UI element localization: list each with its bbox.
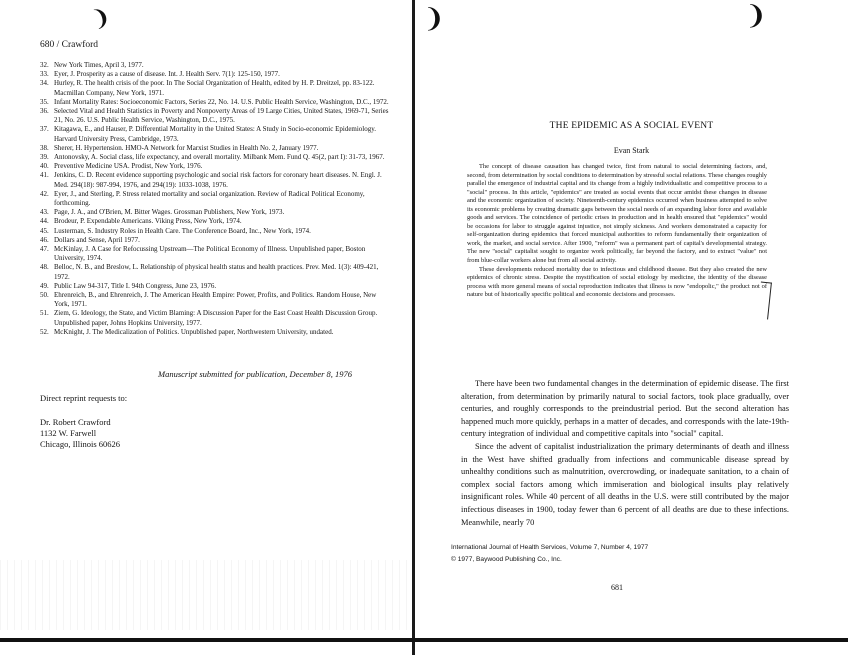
journal-line: International Journal of Health Services, Volume 7, Number 4, 1977 <box>451 544 649 551</box>
reprint-address <box>40 417 120 450</box>
reference-item <box>40 153 392 162</box>
reference-text: Ziem, G. Ideology, the State, and Victim Blaming: A Discussion Paper for the East Coast Health Discussion Group. Unpublished paper, Johns Hopkins University, 1977. <box>54 309 378 327</box>
reference-text: Dollars and Sense, April 1977. <box>54 235 140 244</box>
reference-item <box>40 263 392 281</box>
page-number: 681 <box>611 583 623 592</box>
copyright-line: © 1977, Baywood Publishing Co., Inc. <box>451 556 562 563</box>
reference-number: 36. <box>40 107 49 116</box>
reference-text: Sherer, H. Hypertension. HMO-A Network for Marxist Studies in Health No. 2, January 1977. <box>54 143 319 152</box>
reference-number: 45. <box>40 226 49 235</box>
reference-text: Public Law 94-317, Title I. 94th Congress, June 23, 1976. <box>54 281 217 290</box>
scan-noise <box>0 560 410 630</box>
reference-number: 37. <box>40 125 49 134</box>
reference-text: Kitagawa, E., and Hauser, P. Differential Mortality in the United States: A Study in Socio-economic Epidemiology. Harvard University Press, Cambridge, 1973. <box>54 125 377 143</box>
binder-hole-mark-left: ❩ <box>423 4 445 34</box>
reference-text: Eyer, J., and Sterling, P. Stress related mortality and social organization. Review of Radical Political Economy, forthcoming. <box>54 189 365 208</box>
reference-item <box>40 227 392 236</box>
reference-item <box>40 291 392 309</box>
reference-text: Lusterman, S. Industry Roles in Health Care. The Conference Board, Inc., New York, 1974. <box>54 226 311 235</box>
reference-number: 41. <box>40 171 49 180</box>
article-title: THE EPIDEMIC AS A SOCIAL EVENT <box>549 121 714 131</box>
reference-number: 50. <box>40 291 49 300</box>
reference-list <box>40 61 392 337</box>
binder-hole-mark: ❩ <box>89 4 114 33</box>
reference-number: 49. <box>40 281 49 290</box>
reference-text: Hurley, R. The health crisis of the poor. In The Social Organization of Health, edited by H. P. Dreitzel, pp. 83-122. Macmillan Company, New York, 1971. <box>54 79 375 97</box>
abstract-paragraph: The concept of disease causation has changed twice, first from natural to social determining factors, and, second, from determination by social conditions to determination by stressful social relations. These changes roughly parallel the emergence of industrial capital and its change from a highly individualistic and competitive process to a "social" process. In this article, "epidemics" are treated as social events that occur amidst these changes in disease and the economic organization of society. Nineteenth-century epidemics occurred when business attempted to solve its economic problems by creating dramatic gaps between the social needs of an expanding labor force and available goods and services. The coincidence of periodic crises in production and in health ensured that "epidemics" would be occasions for labor to struggle against injustice, not simply sickness. And workers demonstrated a capacity for self-organization during epidemics that forced municipal authorities to reform fundamentally their organization of work, the market, and social service. After 1900, "reform" was a permanent part of capital's developmental strategy. The new "social" capitalist sought to organize work politically, far beyond the factory, and to extract "value" not from blue-collar workers alone but from all social activity. <box>467 163 767 265</box>
reference-item <box>40 61 392 70</box>
reference-text: Jenkins, C. D. Recent evidence supporting psychologic and social risk factors for coronary heart diseases. N. Engl. J. Med. 294(18): 987-994, 1976, and 294(19): 1033-1038, 1976. <box>54 171 382 189</box>
body-paragraph: There have been two fundamental changes in the determination of epidemic disease. The first alteration, from determination by primarily natural to social factors, took place gradually, over centuries, and roughly corresponds to the preindustrial period. But the second alteration has happened much more quickly, perhaps in a matter of decades, and corresponds with the late-19th-century integration of individual and competitive capitals into "social" capital. <box>461 379 789 439</box>
reference-item <box>40 98 392 107</box>
reference-text: Ehrenreich, B., and Ehrenreich, J. The American Health Empire: Power, Profits, and Politics. Random House, New York, 1971. <box>54 291 377 309</box>
reference-text: Brodeur, P. Expendable Americans. Viking Press, New York, 1974. <box>54 217 242 226</box>
reference-item <box>40 79 392 97</box>
reference-text: McKnight, J. The Medicalization of Politics. Unpublished paper, Northwestern University, undated. <box>54 327 334 336</box>
reference-number: 44. <box>40 217 49 226</box>
reference-number: 52. <box>40 327 49 336</box>
reference-item <box>40 144 392 153</box>
reference-number: 38. <box>40 143 49 152</box>
reference-text: Eyer, J. Prosperity as a cause of disease. Int. J. Health Serv. 7(1): 125-150, 1977. <box>54 70 280 79</box>
reference-number: 46. <box>40 235 49 244</box>
abstract-paragraph: These developments reduced mortality due to infectious and childhood disease. But they also created the new epidemics of chronic stress. Despite the mystification of social etiology by medicine, the identity of the disease process with more general means of social reproduction indicates that illness is now "endopolic," the product not of nature but of historically specific political and economic decisions and processes. <box>467 265 767 299</box>
reference-number: 32. <box>40 61 49 69</box>
reference-text: Belloc, N. B., and Breslow, L. Relationship of physical health status and health practices. Prev. Med. 1(3): 409-421, 1972. <box>54 263 379 281</box>
address-street: 1132 W. Farwell <box>40 428 97 438</box>
reference-number: 48. <box>40 263 49 272</box>
reference-number: 47. <box>40 245 49 254</box>
reference-item <box>40 107 392 125</box>
reference-item <box>40 236 392 245</box>
reference-text: McKinlay, J. A Case for Refocussing Upstream—The Political Economy of Illness. Unpublished paper, Boston University, 1974. <box>54 245 366 263</box>
article-author: Evan Stark <box>613 146 650 155</box>
reference-number: 39. <box>40 153 49 162</box>
reference-item <box>40 282 392 291</box>
manuscript-note: Manuscript submitted for publication, December 8, 1976 <box>158 369 353 379</box>
abstract <box>467 163 767 300</box>
reference-text: Selected Vital and Health Statistics in Poverty and Nonpoverty Areas of 19 Large Cities, United States, 1969-71, Series 21, No. 26. U.S. Public Health Service, Washington, D.C., 1975. <box>54 107 389 125</box>
reference-number: 42. <box>40 189 49 198</box>
reference-item <box>40 171 392 189</box>
address-name: Dr. Robert Crawford <box>40 417 111 427</box>
reference-item <box>40 217 392 226</box>
scan-bottom-edge <box>0 638 848 642</box>
reference-item <box>40 208 392 217</box>
binder-hole-mark-right: ❩ <box>745 1 767 31</box>
article-body <box>461 378 789 529</box>
address-city: Chicago, Illinois 60626 <box>40 439 121 449</box>
reference-text: New York Times, April 3, 1977. <box>54 61 144 69</box>
reprint-label: Direct reprint requests to: <box>40 393 128 403</box>
reference-item <box>40 309 392 327</box>
reference-number: 51. <box>40 309 49 318</box>
reference-item <box>40 190 392 208</box>
reference-number: 40. <box>40 162 49 171</box>
margin-pen-mark <box>757 282 772 320</box>
reference-item <box>40 245 392 263</box>
reference-item <box>40 70 392 79</box>
reference-number: 33. <box>40 70 49 79</box>
body-paragraph: Since the advent of capitalist industrialization the primary determinants of death and illness in the West have shifted gradually from infections and communicable disease spread by unhealthy conditions such as malnutrition, overcrowding, or inadequate sanitation, to a chain of complex social factors among which immiseration and biological insults play relatively insignificant roles. While 40 percent of all deaths in the U.S. were still contributed by the major infectious diseases in 1900, today fewer than 6 percent of all deaths are due to these infections. Meanwhile, nearly 70 <box>461 441 789 527</box>
reference-item <box>40 125 392 143</box>
running-head: 680 / Crawford <box>40 40 99 50</box>
reference-text: Infant Mortality Rates: Socioeconomic Factors, Series 22, No. 14. U.S. Public Health Service, Washington, D.C., 1972. <box>54 97 389 106</box>
reference-item <box>40 162 392 171</box>
reference-number: 43. <box>40 208 49 217</box>
journal-info <box>451 542 648 566</box>
reference-item <box>40 328 392 337</box>
right-page <box>415 0 848 638</box>
reference-number: 34. <box>40 79 49 88</box>
reference-text: Preventive Medicine USA. Prodist, New York, 1976. <box>54 162 203 171</box>
reference-text: Antonovsky, A. Social class, life expectancy, and overall mortality. Milbank Mem. Fund Q. 45(2, part I): 31-73, 1967. <box>54 153 385 162</box>
reference-number: 35. <box>40 97 49 106</box>
left-page <box>0 0 412 638</box>
reference-text: Page, J. A., and O'Brien, M. Bitter Wages. Grossman Publishers, New York, 1973. <box>54 208 285 217</box>
